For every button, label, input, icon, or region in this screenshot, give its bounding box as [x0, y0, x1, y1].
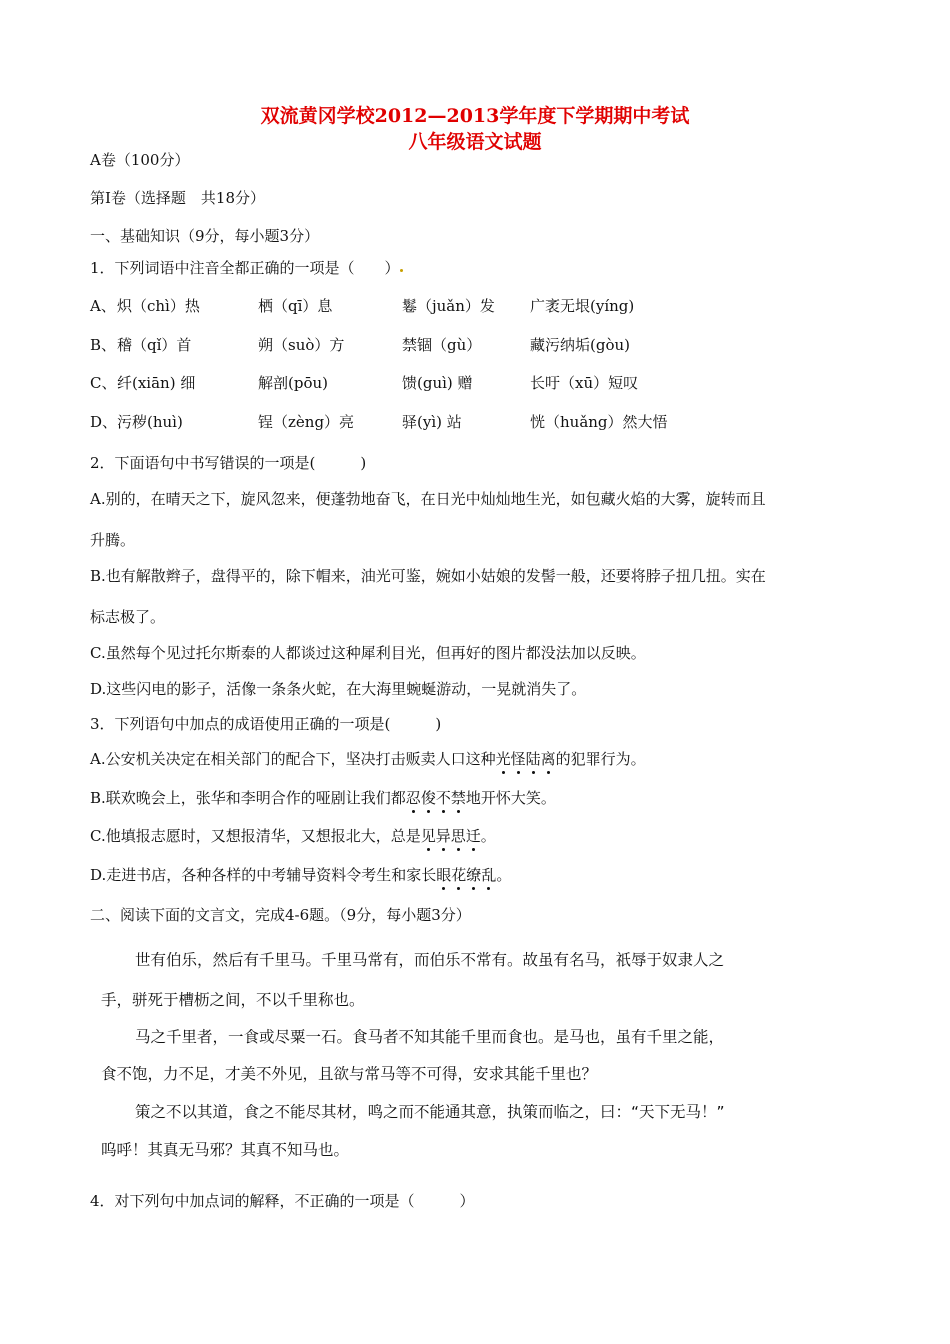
option-item: 朔（suò）方 — [258, 336, 345, 354]
dotted-idiom — [496, 750, 556, 768]
option-text: B.联欢晚会上，张华和李明合作的哑剧让我们都 — [90, 789, 406, 807]
dotted-character: 思 — [450, 827, 466, 845]
option-item: 驿(yì) 站 — [402, 413, 462, 431]
question-1-option-c — [0, 373, 880, 393]
dotted-idiom — [436, 866, 496, 884]
dotted-character: 离 — [540, 750, 556, 768]
option-text: 。 — [480, 827, 496, 845]
dotted-character: 异 — [435, 827, 451, 845]
option-item: 恍（huǎng）然大悟 — [530, 413, 668, 431]
option-text: A.公安机关决定在相关部门的配合下，坚决打击贩卖人口这种 — [90, 750, 496, 768]
pen-mark-dot — [400, 269, 403, 272]
dotted-character: 俊 — [420, 789, 436, 807]
dotted-character: 迁 — [465, 827, 481, 845]
exam-title-line1: 双流黄冈学校2012—2013学年度下学期期中考试 — [260, 105, 690, 127]
option-item: 锃（zèng）亮 — [258, 413, 355, 431]
passage-paragraph-3-line1: 策之不以其道，食之不能尽其材，鸣之而不能通其意，执策而临之，曰：“天下无马！” — [135, 1103, 725, 1121]
dotted-character: 光 — [495, 750, 511, 768]
option-item: 炽（chì）热 — [117, 297, 200, 315]
question-3-option-d — [90, 865, 880, 885]
question-4-stem: 4．对下列句中加点词的解释，不正确的一项是（ ） — [90, 1192, 475, 1210]
option-item: 鬈（juǎn）发 — [402, 297, 495, 315]
option-item: 解剖(pōu) — [258, 374, 328, 392]
passage-paragraph-3-line2: 呜呼！其真无马邪？其真不知马也。 — [101, 1141, 350, 1159]
option-item: 栖（qī）息 — [258, 297, 333, 315]
passage-paragraph-1-line2: 手，骈死于槽枥之间，不以千里称也。 — [101, 991, 365, 1009]
option-text: 地开怀大笑。 — [465, 789, 556, 807]
question-1-stem: 1．下列词语中注音全都正确的一项是（ ） — [90, 259, 400, 277]
question-1-option-a — [0, 296, 880, 316]
option-text: 。 — [496, 866, 512, 884]
option-text: 的犯罪行为。 — [555, 750, 646, 768]
question-1-option-d — [0, 412, 880, 432]
option-item: 广袤无垠(yíng) — [530, 297, 635, 315]
dotted-character: 缭 — [466, 866, 482, 884]
question-2-option-d: D.这些闪电的影子，活像一条条火蛇，在大海里蜿蜒游动，一晃就消失了。 — [90, 680, 587, 698]
dotted-character: 陆 — [525, 750, 541, 768]
volume-a-label: A卷（100分） — [90, 151, 190, 169]
dotted-character: 眼 — [436, 866, 452, 884]
question-2-stem: 2．下面语句中书写错误的一项是( ) — [90, 454, 367, 472]
question-2-option-b-line2: 标志极了。 — [90, 608, 166, 626]
dotted-character: 不 — [435, 789, 451, 807]
dotted-character: 怪 — [510, 750, 526, 768]
option-item: 馈(guì) 赠 — [402, 374, 473, 392]
question-3-option-b — [90, 788, 880, 808]
option-item: 禁锢（gù） — [402, 336, 482, 354]
option-item: 藏污纳垢(gòu) — [530, 336, 630, 354]
passage-paragraph-2-line2: 食不饱，力不足，才美不外见，且欲与常马等不可得，安求其能千里也？ — [101, 1065, 598, 1083]
option-label: A、 — [90, 297, 116, 315]
question-3-option-c — [90, 826, 880, 846]
dotted-character: 禁 — [450, 789, 466, 807]
question-3-option-a — [90, 749, 880, 769]
option-item: 长吁（xū）短叹 — [530, 374, 639, 392]
option-label: B、 — [90, 336, 117, 354]
option-item: 污秽(huì) — [117, 413, 183, 431]
question-2-option-a-line2: 升腾。 — [90, 531, 136, 549]
dotted-character: 乱 — [481, 866, 497, 884]
option-text: D.走进书店，各种各样的中考辅导资料令考生和家长 — [90, 866, 437, 884]
option-item: 稽（qǐ）首 — [117, 336, 192, 354]
section-basic-knowledge: 一、基础知识（9分，每小题3分） — [90, 227, 320, 245]
dotted-character: 见 — [420, 827, 436, 845]
dotted-idiom — [421, 827, 481, 845]
option-label: C、 — [90, 374, 117, 392]
question-1-option-b — [0, 335, 880, 355]
option-label: D、 — [90, 413, 118, 431]
dotted-character: 花 — [451, 866, 467, 884]
dotted-character: 忍 — [405, 789, 421, 807]
option-item: 纤(xiān) 细 — [117, 374, 196, 392]
reading-section-heading: 二、阅读下面的文言文，完成4-6题。（9分，每小题3分） — [90, 906, 471, 924]
dotted-idiom — [406, 789, 466, 807]
exam-title-line2: 八年级语文试题 — [408, 131, 542, 153]
question-2-option-b-line1: B.也有解散辫子，盘得平的，除下帽来，油光可鉴，婉如小姑娘的发髻一般，还要将脖子扭几扭。实在 — [90, 567, 766, 585]
question-2-option-a-line1: A.别的，在晴天之下，旋风忽来，便蓬勃地奋飞，在日光中灿灿地生光，如包藏火焰的大雾，旋转而且 — [90, 490, 766, 508]
part-one-label: 第Ⅰ卷（选择题 共18分） — [90, 189, 266, 207]
option-text: C.他填报志愿时，又想报清华，又想报北大，总是 — [90, 827, 421, 845]
passage-paragraph-1-line1: 世有伯乐，然后有千里马。千里马常有，而伯乐不常有。故虽有名马，祇辱于奴隶人之 — [135, 951, 725, 969]
passage-paragraph-2-line1: 马之千里者，一食或尽粟一石。食马者不知其能千里而食也。是马也，虽有千里之能， — [135, 1028, 725, 1046]
question-3-stem: 3．下列语句中加点的成语使用正确的一项是( ) — [90, 715, 442, 733]
question-2-option-c: C.虽然每个见过托尔斯泰的人都谈过这种犀利目光，但再好的图片都没法加以反映。 — [90, 644, 646, 662]
